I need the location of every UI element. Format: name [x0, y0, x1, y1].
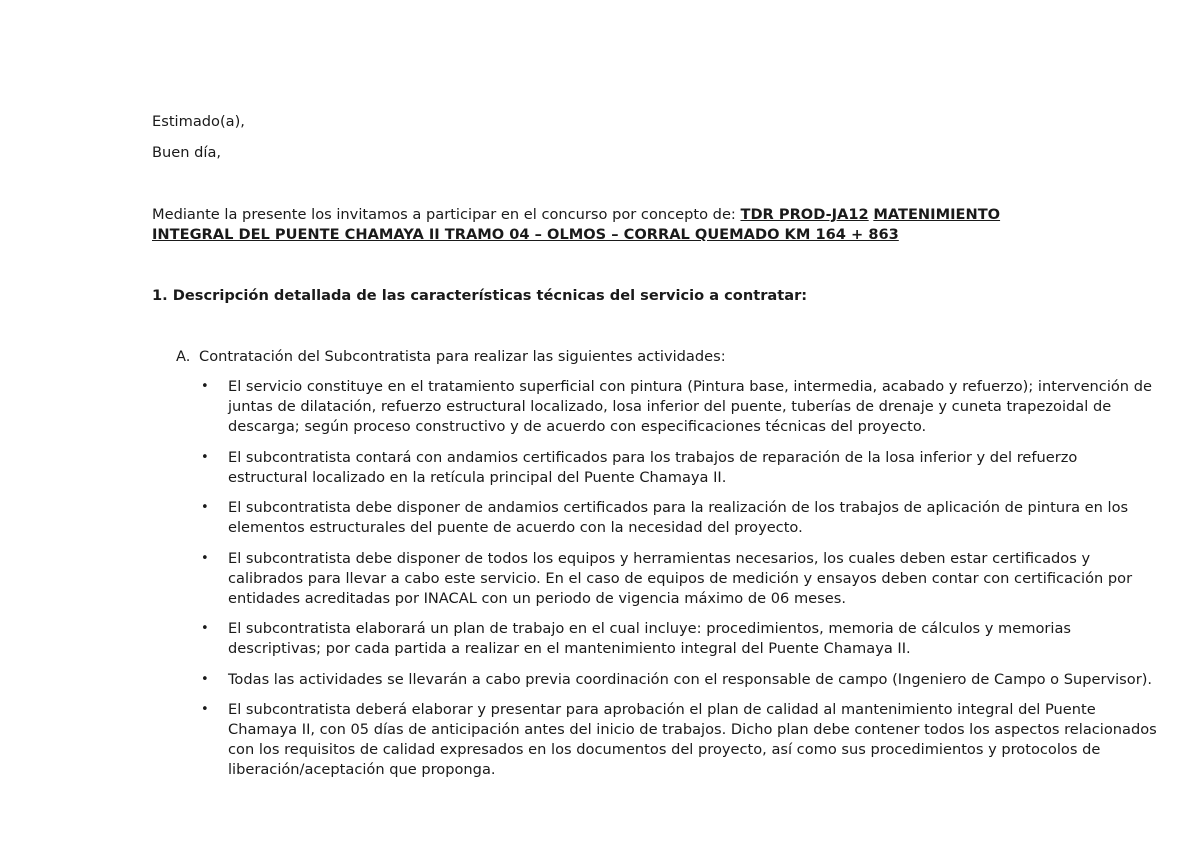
bullet-icon: •: [201, 702, 209, 717]
good-day-line: Buen día,: [152, 144, 222, 161]
list-item: [200, 670, 1160, 690]
list-item-text: Todas las actividades se llevarán a cabo previa coordinación con el responsable de campo (Ingeniero de Campo o Supervisor).: [228, 670, 1153, 688]
intro-text: Mediante la presente los invitamos a participar en el concurso por concepto de:: [152, 206, 741, 223]
subsection-title: Contratación del Subcontratista para realizar las siguientes actividades:: [199, 348, 726, 365]
list-item: [200, 448, 1160, 488]
list-item: [200, 549, 1160, 609]
bullet-icon: •: [201, 671, 209, 687]
list-item-text: El subcontratista deberá elaborar y presentar para aprobación el plan de calidad al mantenimiento integral del Puente Chamaya II, con 05 días de anticipación antes del inicio de trabajos. Dicho plan debe contener todos los aspectos relacionados con los requisitos de calidad expresados en los documentos del proyecto, así como sus procedimientos y protocolos de liberación/aceptación que proponga.: [228, 701, 1157, 778]
list-item: [200, 619, 1160, 659]
salutation: Estimado(a),: [152, 113, 245, 130]
list-item: [200, 377, 1160, 437]
list-item-text: El subcontratista contará con andamios certificados para los trabajos de reparación de la losa inferior y del refuerzo estructural localizado en la retícula principal del Puente Chamaya II.: [228, 448, 1078, 486]
list-item: [200, 700, 1160, 780]
project-title: MATENIMIENTO INTEGRAL DEL PUENTE CHAMAYA II TRAMO 04 – OLMOS – CORRAL QUEMADO KM 164 + 863: [152, 206, 1001, 243]
bullet-icon: •: [201, 449, 209, 465]
activity-list: [200, 377, 1160, 791]
list-item-text: El subcontratista debe disponer de todos los equipos y herramientas necesarios, los cuales deben estar certificados y calibrados para llevar a cabo este servicio. En el caso de equipos de medición y ensayos deben contar con certificación por entidades acreditadas por INACAL con un periodo de vigencia máximo de 06 meses.: [228, 549, 1133, 607]
intro-paragraph: [152, 205, 1082, 245]
bullet-icon: •: [201, 500, 209, 515]
list-item-text: El subcontratista elaborará un plan de trabajo en el cual incluye: procedimientos, memoria de cálculos y memorias descriptivas; por cada partida a realizar en el mantenimiento integral del Puente Chamaya II.: [228, 620, 1072, 657]
subsection-letter: A.: [176, 348, 191, 365]
bullet-icon: •: [201, 550, 209, 566]
reference-code: TDR PROD-JA12: [740, 206, 869, 223]
bullet-icon: •: [201, 621, 209, 636]
subsection-a: [176, 347, 726, 367]
list-item: [200, 498, 1160, 538]
section-heading: 1. Descripción detallada de las características técnicas del servicio a contratar:: [152, 287, 808, 304]
bullet-icon: •: [201, 379, 209, 394]
list-item-text: El subcontratista debe disponer de andamios certificados para la realización de los trabajos de aplicación de pintura en los elementos estructurales del puente de acuerdo con la necesidad del proyecto.: [228, 499, 1129, 536]
list-item-text: El servicio constituye en el tratamiento superficial con pintura (Pintura base, intermedia, acabado y refuerzo); intervención de juntas de dilatación, refuerzo estructural localizado, losa inferior del puente, tuberías de drenaje y cuneta trapezoidal de descarga; según proceso constructivo y de acuerdo con especificaciones técnicas del proyecto.: [228, 378, 1152, 435]
